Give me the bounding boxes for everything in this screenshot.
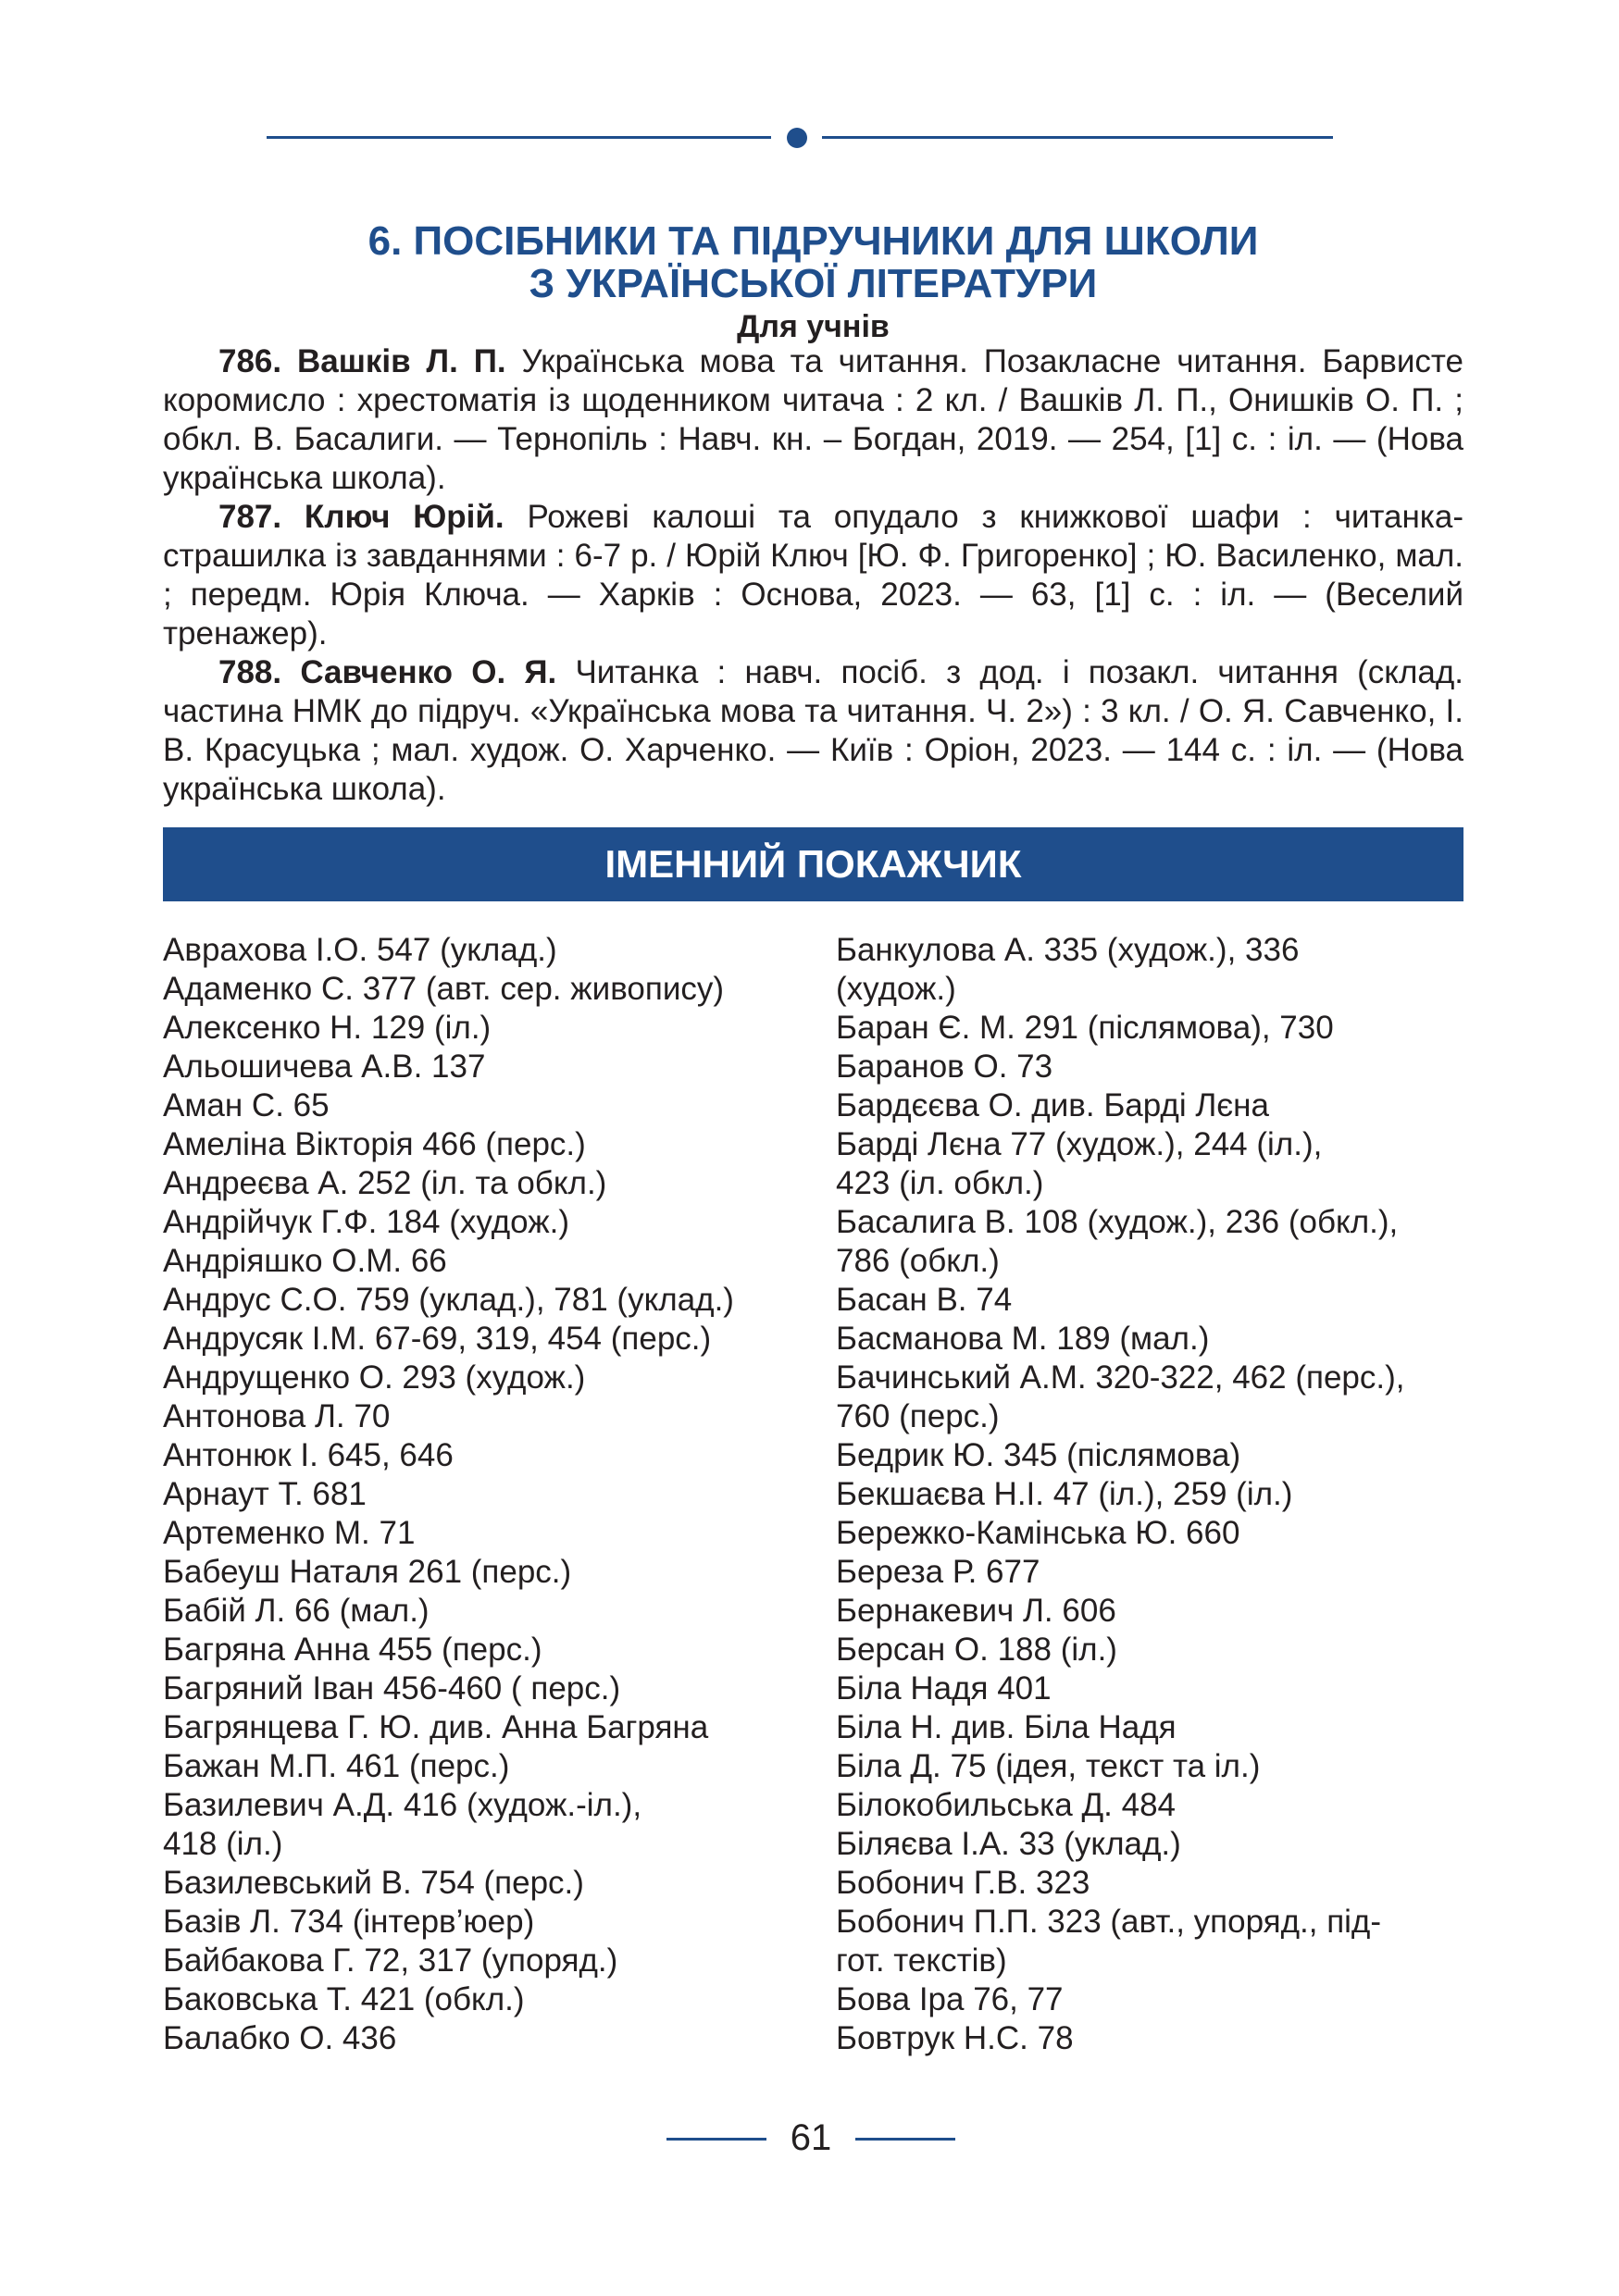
index-entry: Бажан М.П. 461 (перс.) [163, 1748, 510, 1784]
index-entry: Біляєва І.А. 33 (уклад.) [836, 1826, 1181, 1862]
index-entry: Білокобильська Д. 484 [836, 1787, 1177, 1823]
index-entry: Алексенко Н. 129 (іл.) [163, 1010, 492, 1046]
index-entry: Бабеуш Наталя 261 (перс.) [163, 1554, 572, 1590]
index-entry: Антонова Л. 70 [163, 1398, 391, 1434]
index-entry: Береза Р. 677 [836, 1554, 1040, 1590]
index-entry: Баковська Т. 421 (обкл.) [163, 1981, 525, 2017]
top-rule-dot [787, 128, 807, 148]
index-entry: Баран Є. М. 291 (післямова), 730 [836, 1010, 1334, 1046]
index-entry: Базилевський В. 754 (перс.) [163, 1865, 584, 1901]
index-entry: Байбакова Г. 72, 317 (упоряд.) [163, 1942, 618, 1979]
index-entry: Андрущенко О. 293 (худож.) [163, 1359, 586, 1396]
index-entry: Арнаут Т. 681 [163, 1476, 367, 1512]
index-entry: Бовтрук Н.С. 78 [836, 2020, 1074, 2056]
top-decorative-rule [267, 128, 1333, 146]
index-entry: Багрянцева Г. Ю. див. Анна Багряна [163, 1709, 709, 1745]
index-entry: Андріяшко О.М. 66 [163, 1243, 447, 1279]
index-entry: Біла Надя 401 [836, 1670, 1052, 1706]
index-entry: Бачинський А.М. 320-322, 462 (перс.), 760 (перс.) [836, 1359, 1405, 1434]
entry-author: 787. Ключ Юрій. [218, 499, 504, 535]
index-entry: Багряна Анна 455 (перс.) [163, 1632, 542, 1668]
bibliography-entry [163, 342, 1463, 498]
index-entry: Берсан О. 188 (іл.) [836, 1632, 1117, 1668]
index-entry: Бардєєва О. див. Барді Лєна [836, 1087, 1269, 1123]
index-entry: Базилевич А.Д. 416 (худож.-іл.), 418 (іл.) [163, 1787, 642, 1862]
index-entry: Банкулова А. 335 (худож.), 336 (худож.) [836, 932, 1300, 1007]
index-entry: Бекшаєва Н.І. 47 (іл.), 259 (іл.) [836, 1476, 1293, 1512]
index-entry: Альошичева А.В. 137 [163, 1049, 486, 1085]
index-entry: Базів Л. 734 (інтерв’юер) [163, 1904, 535, 1940]
name-index-banner: ІМЕННИЙ ПОКАЖЧИК [163, 827, 1463, 901]
section-title-line1: 6. ПОСІБНИКИ ТА ПІДРУЧНИКИ ДЛЯ ШКОЛИ [367, 218, 1259, 264]
index-entry: Басан В. 74 [836, 1282, 1013, 1318]
top-rule-right-line [822, 136, 1333, 139]
entry-description: Читанка : навч. посіб. з дод. і позакл. читання (склад. частина НМК до підруч. «Українська мова та читання. Ч. 2») : 3 кл. / О. Я. Савченко, І. В. Красуцька ; мал. худож. О. Харченко. — Київ : Оріон, 2023. — 144 с. : іл. — (Нова українська школа). [163, 654, 1463, 807]
audience-subheading: Для учнів [737, 309, 890, 344]
index-entry: Бережко-Камінська Ю. 660 [836, 1515, 1240, 1551]
entry-author: 788. Савченко О. Я. [218, 654, 557, 690]
index-entry: Бернакевич Л. 606 [836, 1593, 1116, 1629]
section-title [163, 220, 1463, 305]
index-entry: Барді Лєна 77 (худож.), 244 (іл.), 423 (іл. обкл.) [836, 1126, 1323, 1201]
top-rule-left-line [267, 136, 771, 139]
index-entry: Бобонич П.П. 323 (авт., упоряд., під- гот. текстів) [836, 1904, 1382, 1979]
page-number: 61 [790, 2117, 832, 2158]
index-entry: Андрусяк І.М. 67-69, 319, 454 (перс.) [163, 1321, 712, 1357]
page-footer [666, 2110, 953, 2166]
index-entry: Бедрик Ю. 345 (післямова) [836, 1437, 1241, 1473]
index-entry: Біла Н. див. Біла Надя [836, 1709, 1177, 1745]
index-column-left [163, 931, 811, 2058]
index-entry: Басманова М. 189 (мал.) [836, 1321, 1210, 1357]
index-entry: Амеліна Вікторія 466 (перс.) [163, 1126, 586, 1162]
footer-rule-right [855, 2138, 955, 2141]
bibliography-entry [163, 653, 1463, 809]
section-title-line2: З УКРАЇНСЬКОЇ ЛІТЕРАТУРИ [529, 261, 1098, 306]
bibliography-entry [163, 498, 1463, 653]
bibliography-entries [163, 342, 1463, 809]
index-entry: Адаменко С. 377 (авт. сер. живопису) [163, 971, 725, 1007]
index-entry: Аврахова І.О. 547 (уклад.) [163, 932, 557, 968]
entry-description: Рожеві калоші та опудало з книжкової шафи : читанка-страшилка із завданнями : 6-7 р. / Юрій Ключ [Ю. Ф. Григоренко] ; Ю. Василенко, мал. ; передм. Юрія Ключа. — Харків : Основа, 2023. — 63, [1] с. : іл. — (Веселий тренажер). [163, 499, 1463, 652]
index-entry: Багряний Іван 456-460 ( перс.) [163, 1670, 621, 1706]
index-entry: Бобонич Г.В. 323 [836, 1865, 1090, 1901]
index-entry: Андреєва А. 252 (іл. та обкл.) [163, 1165, 607, 1201]
index-entry: Антонюк І. 645, 646 [163, 1437, 454, 1473]
index-entry: Балабко О. 436 [163, 2020, 397, 2056]
index-entry: Бабій Л. 66 (мал.) [163, 1593, 430, 1629]
entry-author: 786. Вашків Л. П. [218, 343, 506, 379]
index-entry: Баранов О. 73 [836, 1049, 1053, 1085]
footer-rule-left [666, 2138, 766, 2141]
index-entry: Біла Д. 75 (ідея, текст та іл.) [836, 1748, 1261, 1784]
index-entry: Андрійчук Г.Ф. 184 (худож.) [163, 1204, 570, 1240]
entry-description: Українська мова та читання. Позакласне читання. Барвисте коромисло : хрестоматія із щоденником читача : 2 кл. / Вашків Л. П., Онишків О. П. ; обкл. В. Басалиги. — Тернопіль : Навч. кн. – Богдан, 2019. — 254, [1] с. : іл. — (Нова українська школа). [163, 343, 1463, 496]
index-entry: Басалига В. 108 (худож.), 236 (обкл.), 786 (обкл.) [836, 1204, 1399, 1279]
index-entry: Артеменко М. 71 [163, 1515, 416, 1551]
index-entry: Андрус С.О. 759 (уклад.), 781 (уклад.) [163, 1282, 734, 1318]
index-column-right [836, 931, 1475, 2058]
index-entry: Бова Іра 76, 77 [836, 1981, 1064, 2017]
index-entry: Аман С. 65 [163, 1087, 330, 1123]
